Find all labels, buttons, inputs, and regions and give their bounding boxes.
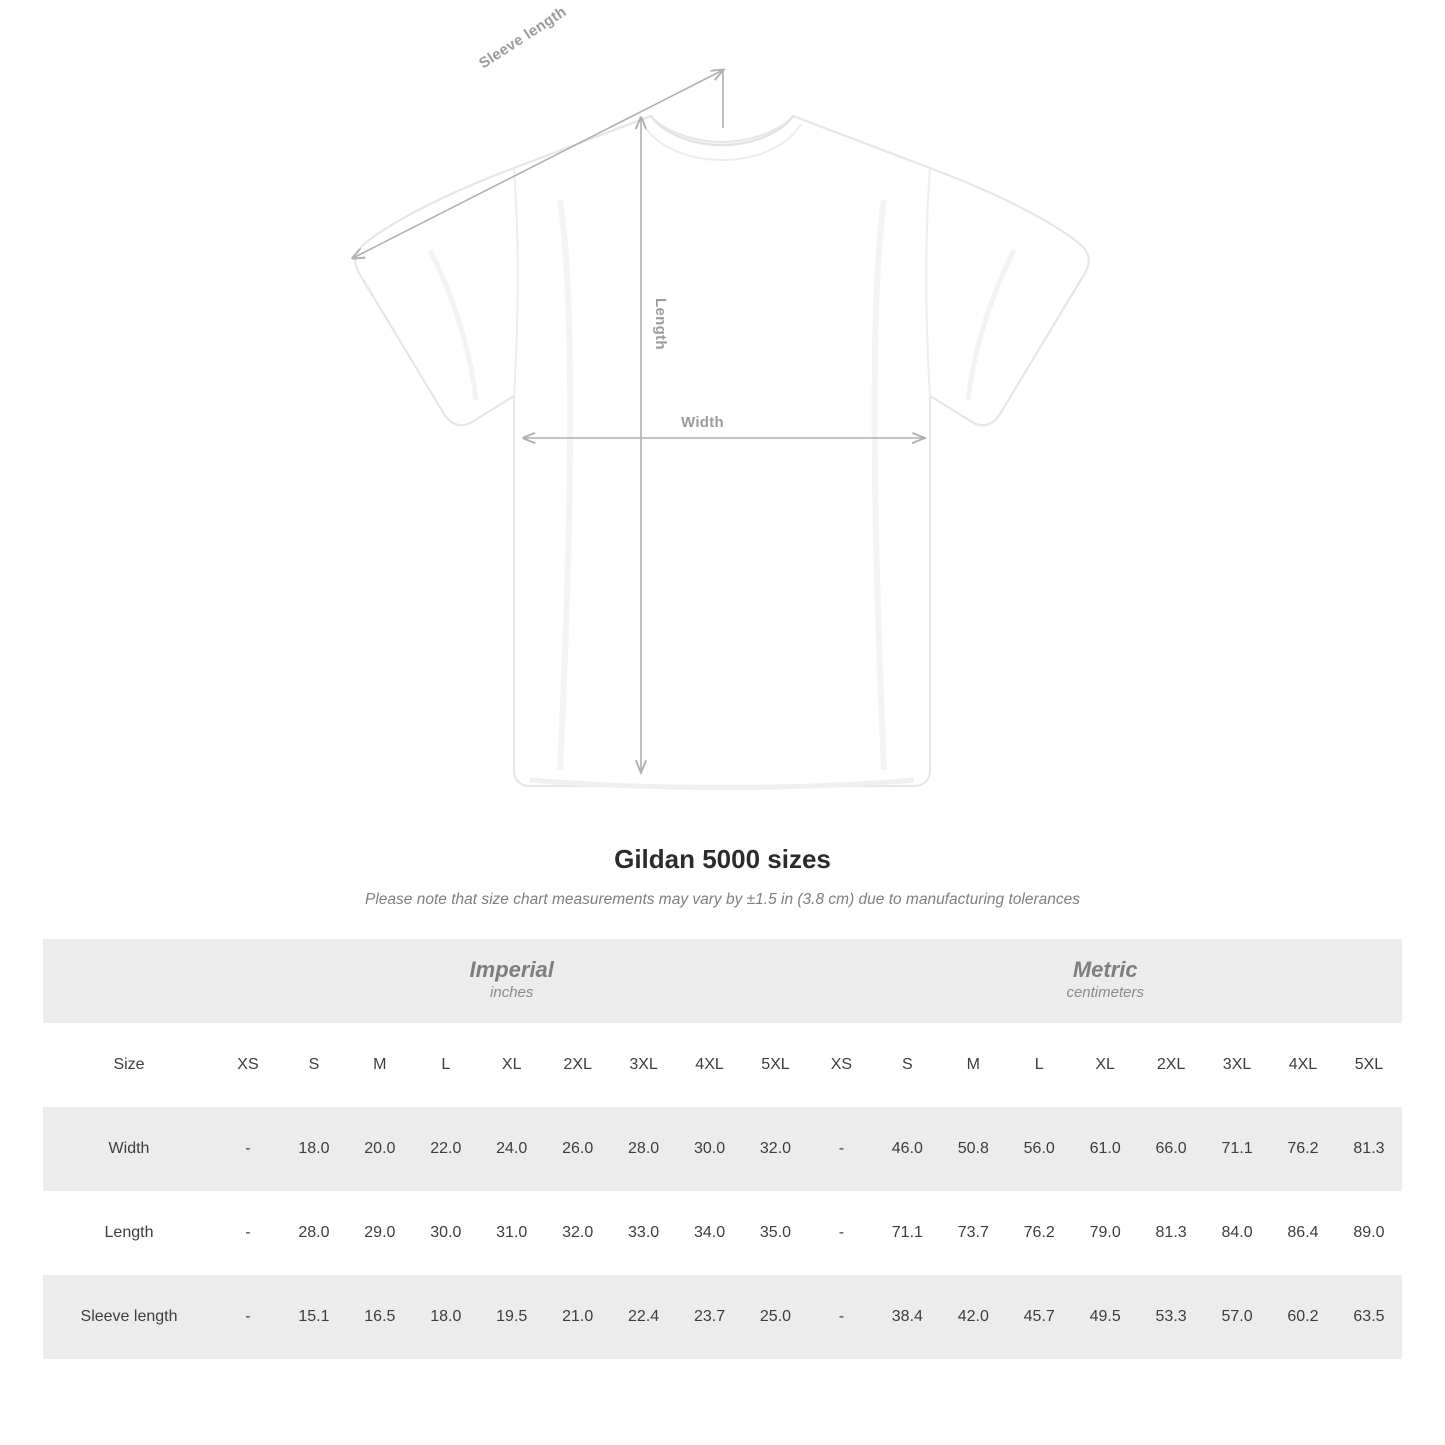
cell-width-metric-m: 50.8 [940,1107,1006,1191]
unit-group-imperial-sub: inches [490,984,534,1002]
cell-width-metric-l: 56.0 [1006,1107,1072,1191]
size-header-imperial-4xl: 4XL [677,1023,743,1107]
size-header-metric-4xl: 4XL [1270,1023,1336,1107]
cell-width-imperial-4xl: 30.0 [677,1107,743,1191]
cell-length-imperial-5xl: 35.0 [743,1191,809,1275]
unit-group-imperial [215,939,808,1023]
cell-length-metric-l: 76.2 [1006,1191,1072,1275]
cell-sleeve-imperial-xl: 19.5 [479,1275,545,1359]
cell-length-metric-s: 71.1 [874,1191,940,1275]
size-header-metric-2xl: 2XL [1138,1023,1204,1107]
cell-width-imperial-m: 20.0 [347,1107,413,1191]
cell-width-imperial-xs: - [215,1107,281,1191]
unit-group-metric-name: Metric [1072,957,1138,983]
cell-width-metric-xs: - [808,1107,874,1191]
size-header-metric-5xl: 5XL [1336,1023,1402,1107]
cell-sleeve-metric-s: 38.4 [874,1275,940,1359]
cell-width-metric-3xl: 71.1 [1204,1107,1270,1191]
cell-length-metric-3xl: 84.0 [1204,1191,1270,1275]
tolerance-note: Please note that size chart measurements may vary by ±1.5 in (3.8 cm) due to manufacturing tolerances [365,891,1080,908]
unit-group-metric-sub: centimeters [1066,984,1144,1002]
size-header-imperial-3xl: 3XL [611,1023,677,1107]
table-row [43,1107,1402,1191]
cell-length-metric-2xl: 81.3 [1138,1191,1204,1275]
table-row [43,1275,1402,1359]
cell-sleeve-imperial-m: 16.5 [347,1275,413,1359]
cell-sleeve-metric-xl: 49.5 [1072,1275,1138,1359]
size-header-imperial-s: S [281,1023,347,1107]
size-header-imperial-xl: XL [479,1023,545,1107]
cell-width-metric-2xl: 66.0 [1138,1107,1204,1191]
cell-sleeve-metric-xs: - [808,1275,874,1359]
cell-length-metric-xs: - [808,1191,874,1275]
cell-length-metric-xl: 79.0 [1072,1191,1138,1275]
size-header-metric-3xl: 3XL [1204,1023,1270,1107]
cell-width-imperial-3xl: 28.0 [611,1107,677,1191]
shirt-body [355,116,1089,786]
title-block [0,844,1445,909]
unit-group-imperial-name: Imperial [469,957,554,983]
cell-length-imperial-m: 29.0 [347,1191,413,1275]
cell-length-metric-5xl: 89.0 [1336,1191,1402,1275]
cell-sleeve-imperial-3xl: 22.4 [611,1275,677,1359]
cell-sleeve-metric-5xl: 63.5 [1336,1275,1402,1359]
cell-width-metric-5xl: 81.3 [1336,1107,1402,1191]
table-row [43,1191,1402,1275]
cell-sleeve-metric-m: 42.0 [940,1275,1006,1359]
unit-header-row [43,939,1402,1023]
cell-sleeve-metric-4xl: 60.2 [1270,1275,1336,1359]
row-label-length: Length [43,1191,215,1275]
size-header-imperial-xs: XS [215,1023,281,1107]
page-title: Gildan 5000 sizes [614,844,831,874]
cell-sleeve-metric-3xl: 57.0 [1204,1275,1270,1359]
size-header-metric-m: M [940,1023,1006,1107]
cell-length-imperial-xs: - [215,1191,281,1275]
cell-sleeve-metric-2xl: 53.3 [1138,1275,1204,1359]
cell-width-metric-xl: 61.0 [1072,1107,1138,1191]
cell-width-imperial-s: 18.0 [281,1107,347,1191]
size-header-row [43,1023,1402,1107]
cell-length-imperial-3xl: 33.0 [611,1191,677,1275]
size-header-imperial-m: M [347,1023,413,1107]
size-header-metric-l: L [1006,1023,1072,1107]
cell-sleeve-metric-l: 45.7 [1006,1275,1072,1359]
cell-sleeve-imperial-s: 15.1 [281,1275,347,1359]
cell-width-imperial-xl: 24.0 [479,1107,545,1191]
cell-width-imperial-5xl: 32.0 [743,1107,809,1191]
unit-group-metric [808,939,1402,1023]
width-label: Width [681,414,725,431]
length-label: Length [652,298,669,350]
cell-length-imperial-s: 28.0 [281,1191,347,1275]
cell-width-imperial-l: 22.0 [413,1107,479,1191]
cell-sleeve-imperial-l: 18.0 [413,1275,479,1359]
size-header-imperial-5xl: 5XL [743,1023,809,1107]
size-header-label: Size [43,1023,215,1107]
cell-sleeve-imperial-2xl: 21.0 [545,1275,611,1359]
cell-length-imperial-2xl: 32.0 [545,1191,611,1275]
cell-length-imperial-l: 30.0 [413,1191,479,1275]
cell-width-metric-s: 46.0 [874,1107,940,1191]
cell-length-metric-m: 73.7 [940,1191,1006,1275]
cell-sleeve-imperial-4xl: 23.7 [677,1275,743,1359]
cell-sleeve-imperial-5xl: 25.0 [743,1275,809,1359]
cell-length-imperial-4xl: 34.0 [677,1191,743,1275]
size-header-metric-s: S [874,1023,940,1107]
cell-width-imperial-2xl: 26.0 [545,1107,611,1191]
size-table-wrapper [43,939,1402,1359]
cell-width-metric-4xl: 76.2 [1270,1107,1336,1191]
size-header-metric-xs: XS [808,1023,874,1107]
sleeve-length-label: Sleeve length [476,3,570,73]
cell-length-imperial-xl: 31.0 [479,1191,545,1275]
size-header-imperial-l: L [413,1023,479,1107]
row-label-width: Width [43,1107,215,1191]
cell-length-metric-4xl: 86.4 [1270,1191,1336,1275]
size-header-metric-xl: XL [1072,1023,1138,1107]
row-label-sleeve-length: Sleeve length [43,1275,215,1359]
unit-header-spacer [43,939,215,1023]
cell-sleeve-imperial-xs: - [215,1275,281,1359]
size-table [43,939,1402,1359]
size-header-imperial-2xl: 2XL [545,1023,611,1107]
